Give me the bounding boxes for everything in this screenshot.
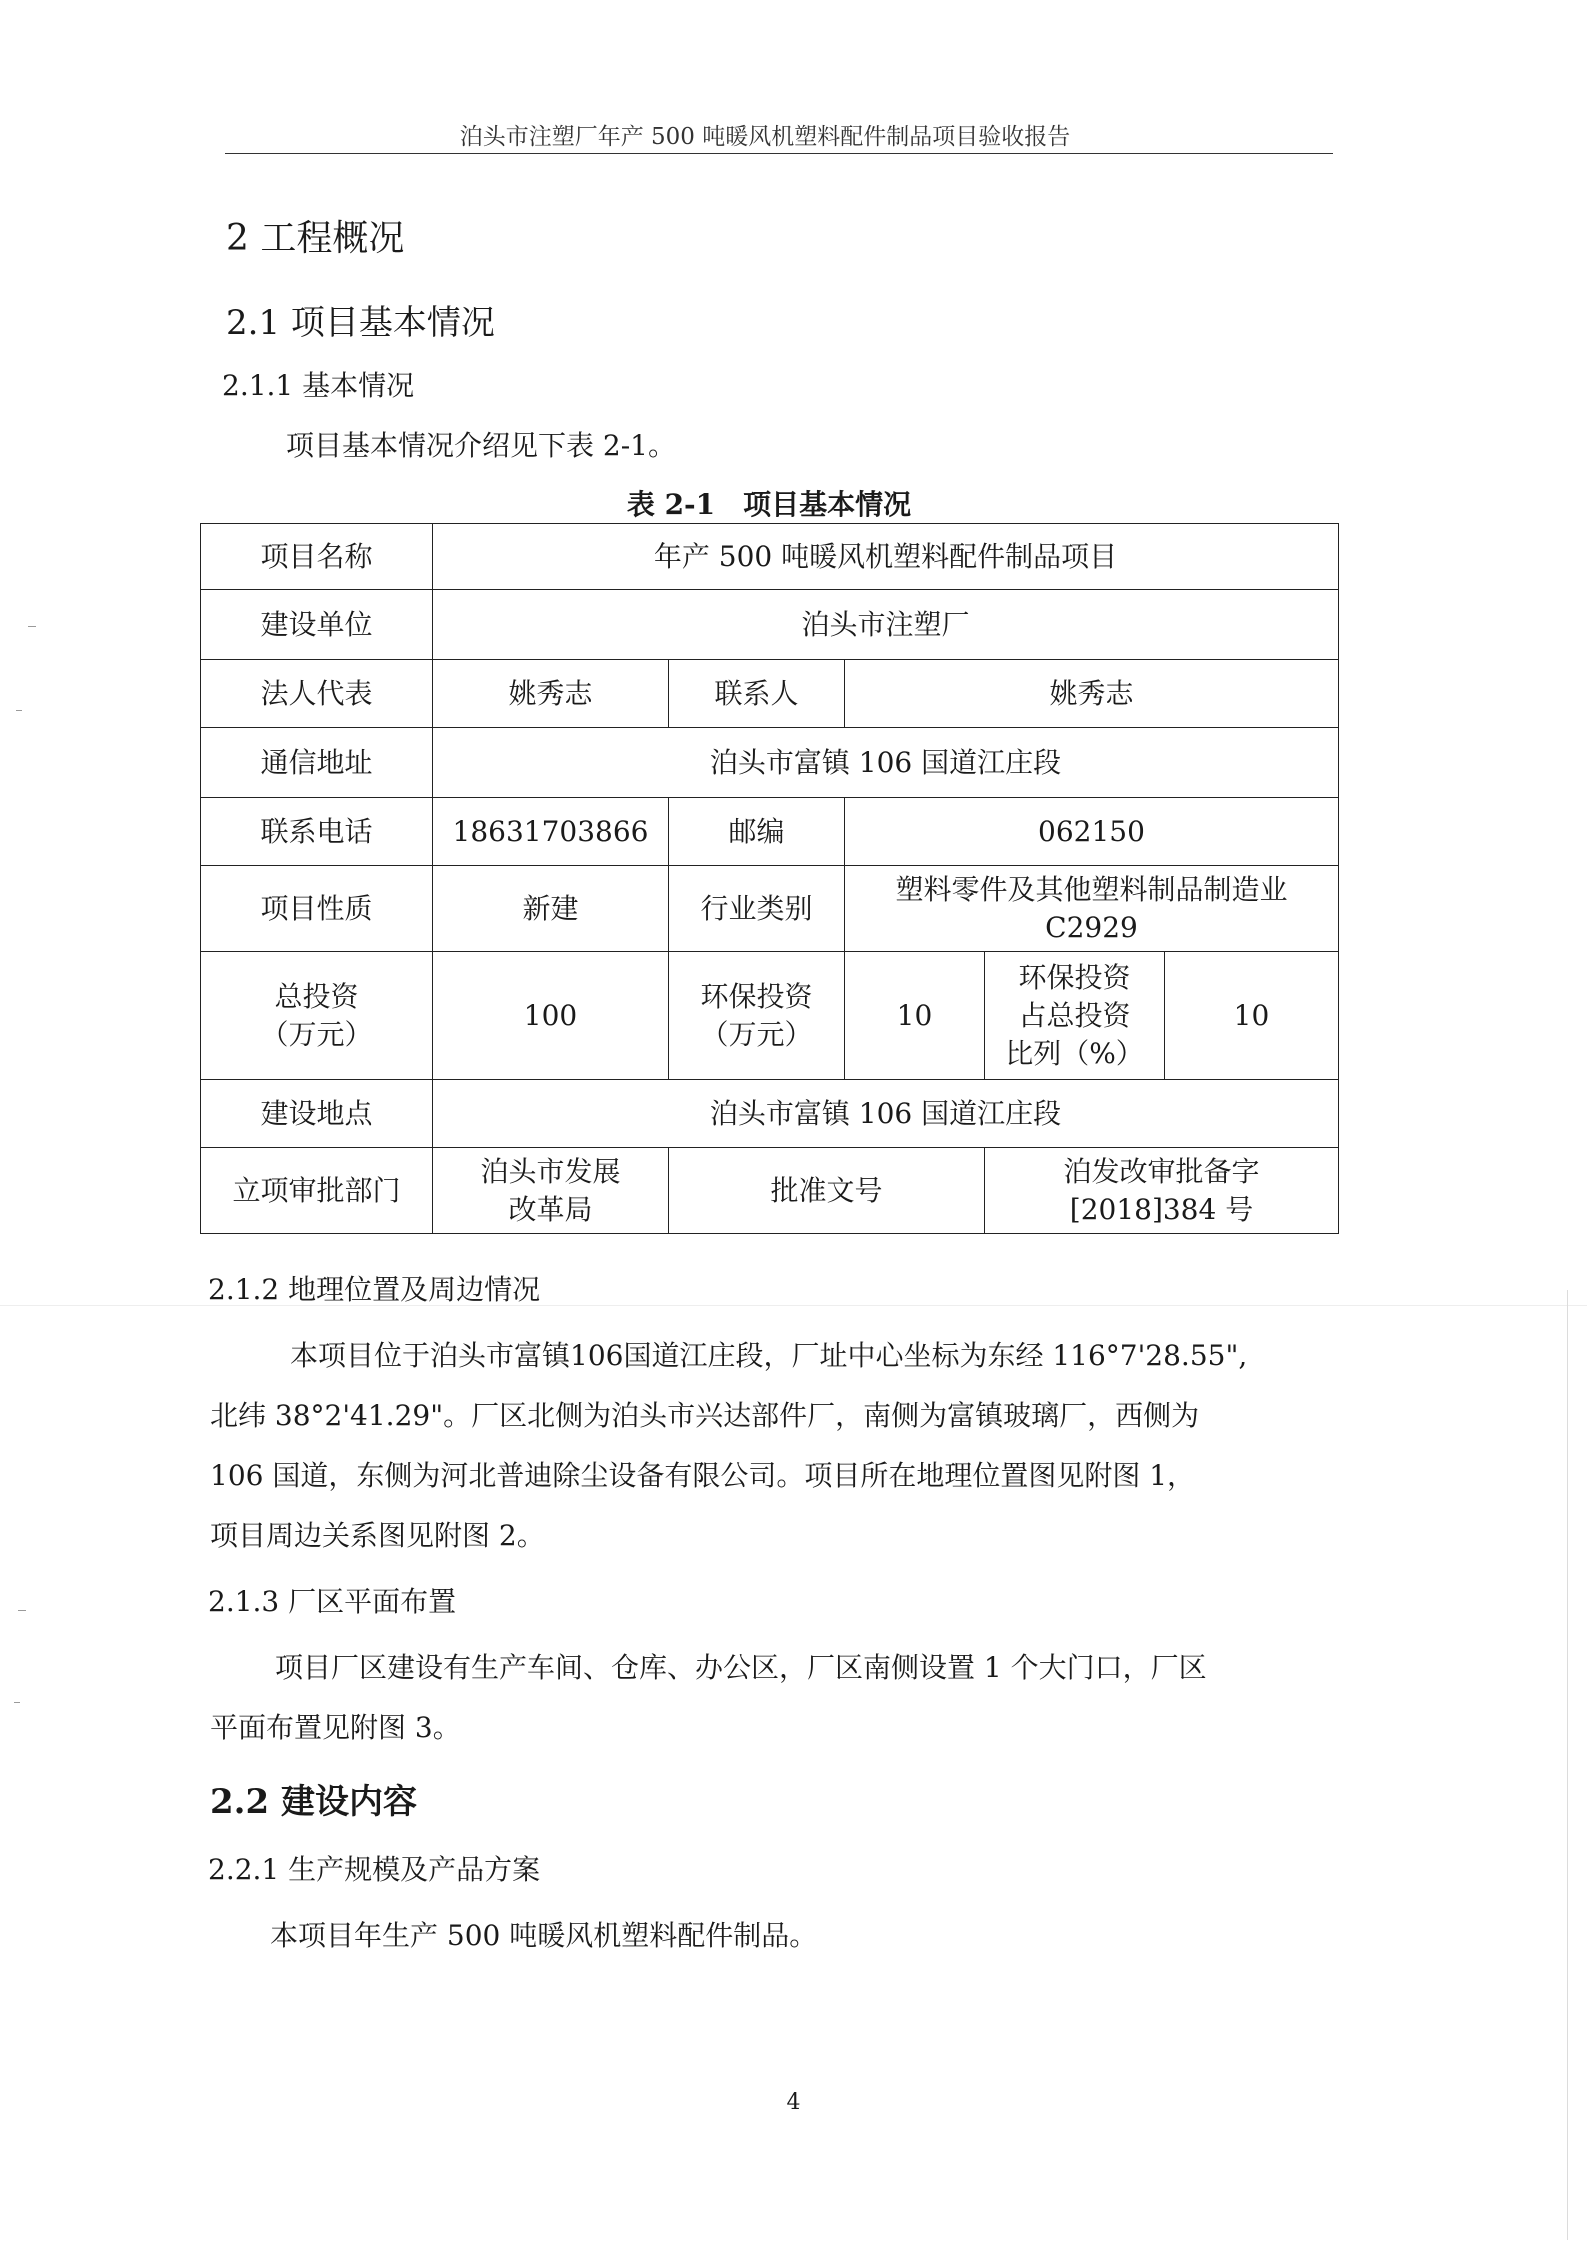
project-info-table: [200, 523, 1339, 1234]
geo-paragraph-line: 北纬 38°2'41.29"。厂区北侧为泊头市兴达部件厂，南侧为富镇玻璃厂，西侧为: [210, 1399, 1200, 1432]
table-label-cell: 法人代表: [201, 660, 433, 728]
label-line: 比列（%）: [1005, 1036, 1144, 1070]
table-label-cell: 项目性质: [201, 866, 433, 952]
section-heading-2-2: 2.2 建设内容: [210, 1782, 417, 1822]
table-value-cell: 泊头市注塑厂: [433, 590, 1339, 660]
value-line: [2018]384 号: [1069, 1192, 1254, 1226]
table-row: [201, 1080, 1339, 1148]
label-line: 环保投资: [700, 979, 813, 1013]
value-line: 泊头市发展: [480, 1154, 621, 1188]
label-line: 占总投资: [1018, 998, 1131, 1032]
running-header: 泊头市注塑厂年产 500 吨暖风机塑料配件制品项目验收报告: [459, 124, 1071, 150]
label-line: 环保投资: [1018, 960, 1131, 994]
table-value-cell: 姚秀志: [845, 660, 1339, 728]
table-label-cell: 建设单位: [201, 590, 433, 660]
table-row: [201, 728, 1339, 798]
scan-fold-line: [0, 1305, 1587, 1306]
subsection-heading-2-1-3: 2.1.3 厂区平面布置: [208, 1585, 457, 1618]
table-value-cell: 100: [433, 952, 669, 1080]
scan-mark: [14, 1702, 20, 1703]
value-line: 改革局: [508, 1192, 593, 1226]
label-line: 总投资: [274, 979, 359, 1013]
geo-paragraph-line: 本项目位于泊头市富镇106国道江庄段，厂址中心坐标为东经 116°7'28.55",: [290, 1339, 1248, 1372]
table-label-cell: [669, 952, 845, 1080]
table-label-cell: 邮编: [669, 798, 845, 866]
table-label-cell: 项目名称: [201, 524, 433, 590]
table-row: [201, 660, 1339, 728]
table-label-cell: [201, 952, 433, 1080]
table-value-cell: 泊头市富镇 106 国道江庄段: [433, 728, 1339, 798]
table-label-cell: [985, 952, 1165, 1080]
production-paragraph: 本项目年生产 500 吨暖风机塑料配件制品。: [270, 1919, 818, 1952]
table-value-cell: 泊头市富镇 106 国道江庄段: [433, 1080, 1339, 1148]
intro-paragraph: 项目基本情况介绍见下表 2-1。: [286, 429, 676, 462]
table-caption: 表 2-1 项目基本情况: [626, 488, 912, 521]
table-label-cell: 联系电话: [201, 798, 433, 866]
value-line: 泊发改审批备字: [1063, 1154, 1260, 1188]
scan-mark: [18, 1610, 26, 1611]
table-row: [201, 952, 1339, 1080]
table-value-cell: 10: [845, 952, 985, 1080]
industry-line-1: 塑料零件及其他塑料制品制造业: [895, 872, 1288, 906]
table-label-cell: 通信地址: [201, 728, 433, 798]
table-value-cell: 新建: [433, 866, 669, 952]
layout-paragraph-line: 平面布置见附图 3。: [210, 1711, 461, 1744]
scan-edge-line: [1567, 1290, 1568, 2240]
table-value-cell: 10: [1165, 952, 1339, 1080]
table-value-cell: 062150: [845, 798, 1339, 866]
subsection-heading-2-1-2: 2.1.2 地理位置及周边情况: [208, 1273, 541, 1306]
geo-paragraph-line: 106 国道，东侧为河北普迪除尘设备有限公司。项目所在地理位置图见附图 1，: [210, 1459, 1196, 1492]
industry-line-2: C2929: [1045, 910, 1138, 944]
layout-paragraph-line: 项目厂区建设有生产车间、仓库、办公区，厂区南侧设置 1 个大门口，厂区: [275, 1651, 1207, 1684]
table-value-cell: [433, 1148, 669, 1234]
section-heading-2-1: 2.1 项目基本情况: [226, 303, 495, 343]
table-value-cell: [985, 1148, 1339, 1234]
table-label-cell: 行业类别: [669, 866, 845, 952]
section-heading-2: 2 工程概况: [226, 218, 405, 259]
scan-mark: [16, 710, 22, 711]
scan-mark: [28, 626, 36, 627]
geo-paragraph-line: 项目周边关系图见附图 2。: [210, 1519, 545, 1552]
table-row: [201, 798, 1339, 866]
subsection-heading-2-1-1: 2.1.1 基本情况: [222, 369, 415, 402]
header-rule: [225, 153, 1333, 154]
table-row: [201, 866, 1339, 952]
table-value-cell: [845, 866, 1339, 952]
subsection-heading-2-2-1: 2.2.1 生产规模及产品方案: [208, 1853, 541, 1886]
label-line: （万元）: [260, 1017, 373, 1051]
page-number: 4: [786, 2090, 801, 2115]
table-label-cell: 建设地点: [201, 1080, 433, 1148]
table-row: [201, 1148, 1339, 1234]
label-line: （万元）: [700, 1017, 813, 1051]
table-row: [201, 590, 1339, 660]
table-label-cell: 批准文号: [669, 1148, 985, 1234]
table-label-cell: 联系人: [669, 660, 845, 728]
table-value-cell: 年产 500 吨暖风机塑料配件制品项目: [433, 524, 1339, 590]
table-row: [201, 524, 1339, 590]
table-value-cell: 18631703866: [433, 798, 669, 866]
table-label-cell: 立项审批部门: [201, 1148, 433, 1234]
table-value-cell: 姚秀志: [433, 660, 669, 728]
